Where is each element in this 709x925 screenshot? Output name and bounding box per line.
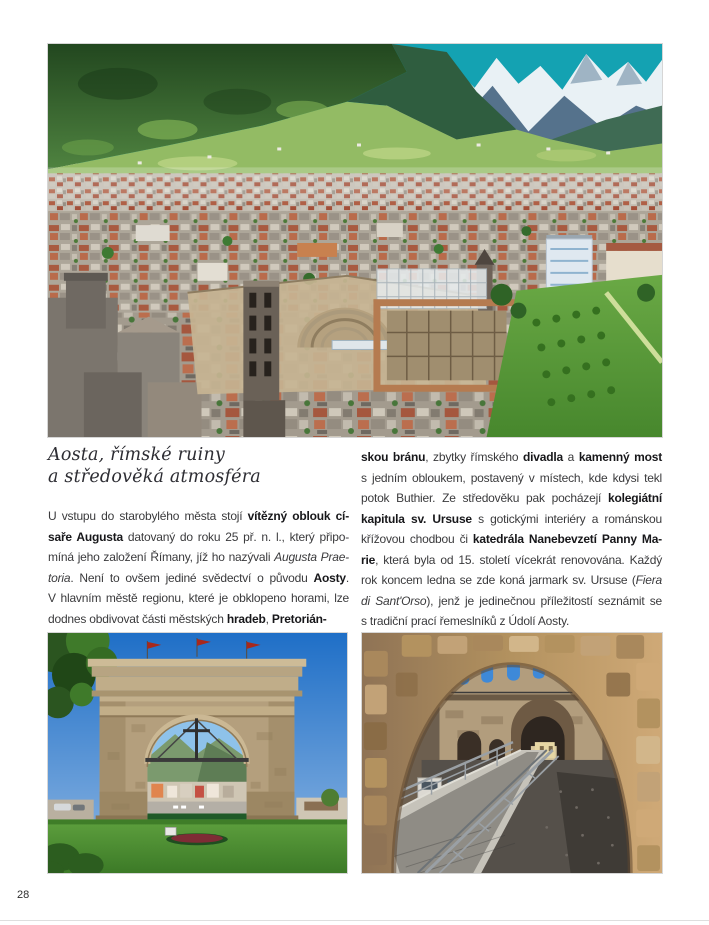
theatre-facade xyxy=(243,281,285,437)
text-line: s tradiční prací řemeslníků z Údolí Aosty. xyxy=(361,614,570,628)
text-line: toria. Není to ovšem jediné svědectví o původu Aosty. xyxy=(48,570,349,585)
text-line: skou bránu, zbytky římského divadla a kamenný most xyxy=(361,450,662,464)
arch-opening-view xyxy=(145,712,248,821)
page-number: 28 xyxy=(17,889,30,901)
aerial-photo-illustration xyxy=(48,44,662,437)
text-line: potok Buthier. Ze středověku pak pocházejí kolegiátní xyxy=(361,491,662,505)
section-heading-line1: Aosta, římské ruiny xyxy=(48,445,225,465)
porta-pretoria-photo xyxy=(361,632,663,874)
text-line: rok koncem ledna se zde koná jarmark sv. Ursuse (Fiera xyxy=(361,573,662,587)
article-left-column xyxy=(48,506,349,629)
article-right-column xyxy=(361,447,662,632)
text-line: kapitula sv. Ursuse s gotickými interiéry a románskou xyxy=(361,511,662,526)
text-line: dodnes obdivovat části městských hradeb, Pretorián- xyxy=(48,611,327,626)
text-line: V hlavním městě regionu, které je obklopeno horami, lze xyxy=(48,591,349,605)
section-heading xyxy=(48,444,348,488)
text-line: di Sant'Orso), jenž je jedinečnou příležitostí seznámit se xyxy=(361,593,662,608)
text-line: rie, která byla od 15. století vícekrát renovována. Každý xyxy=(361,552,662,567)
section-heading-line2: a středověká atmosféra xyxy=(48,467,261,487)
text-line: míná jeho založení Římany, jíž ho nazývali Augusta Prae- xyxy=(48,550,349,564)
arch-photo-illustration xyxy=(48,633,347,873)
text-line: U vstupu do starobylého města stojí vítězný oblouk cí- xyxy=(48,509,349,523)
arch-of-augustus-photo xyxy=(47,632,348,874)
text-line: s jedním obloukem, postavený v místech, kde kdysi tekl xyxy=(361,470,662,485)
text-line: křížovou chodbou či katedrála Nanebevzetí Panny Ma- xyxy=(361,532,662,546)
page-bottom-rule xyxy=(0,920,709,921)
aerial-photo-aosta xyxy=(47,43,663,438)
lawn xyxy=(48,819,347,873)
text-line: saře Augusta datovaný do roku 25 př. n. l., který připo- xyxy=(48,529,349,544)
theatre-excavation xyxy=(377,303,517,389)
gate-photo-illustration xyxy=(362,633,662,873)
